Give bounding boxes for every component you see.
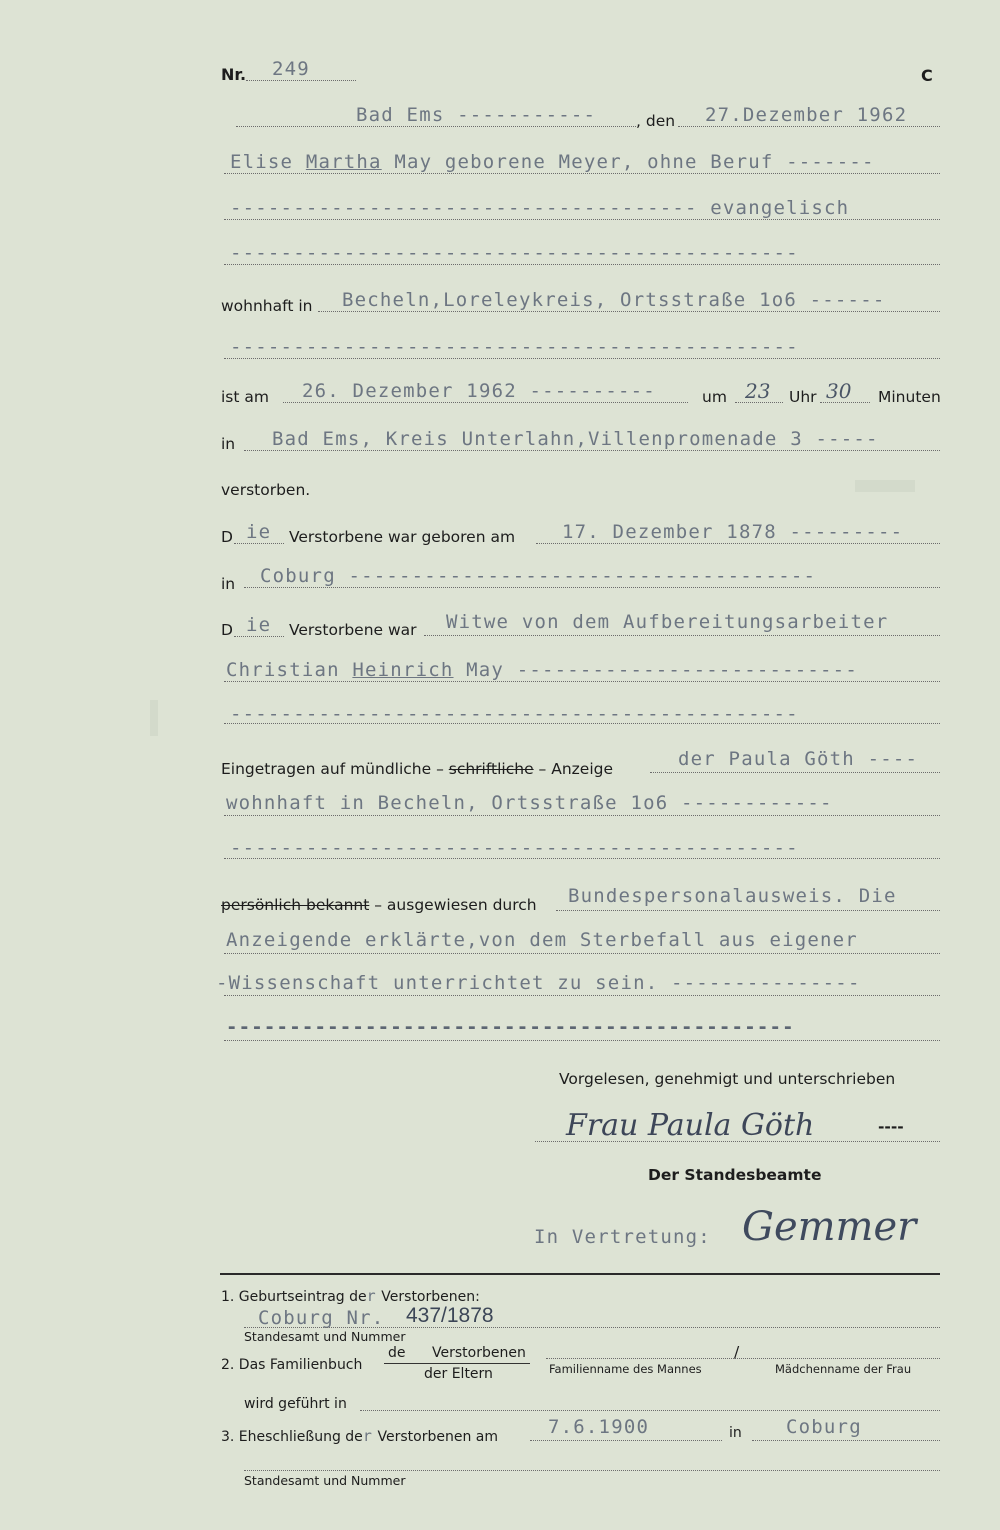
minutes-dotted-line (820, 402, 870, 403)
birth-date: 17. Dezember 1878 --------- (562, 521, 904, 543)
birth-label: Verstorbene war geboren am (289, 528, 516, 546)
identification-label: persönlich bekannt – ausgewiesen durch (221, 896, 537, 914)
marital-status: Witwe von dem Aufbereitungsarbeiter (446, 611, 889, 633)
registration-filler-line: --------------------------------------------- (230, 837, 799, 859)
identification-dotted-line-1 (556, 910, 940, 911)
person-dotted-line-1 (224, 173, 940, 174)
residence-dotted-line (318, 311, 940, 312)
birth-date-dotted-line (536, 543, 940, 544)
marriage-place: Coburg (786, 1416, 862, 1438)
footer-item-3-label: 3. Eheschließung der Verstorbenen am (221, 1427, 498, 1445)
marriage-place-dotted-line (752, 1440, 940, 1441)
person-dotted-line-3 (224, 264, 940, 265)
registration-dotted-line-2 (224, 815, 940, 816)
struck-option: schriftliche (448, 760, 534, 778)
residence-filler-line: --------------------------------------------- (230, 336, 799, 358)
marital-d-label: D (221, 621, 233, 639)
signature-dashes: ---- (878, 1118, 904, 1136)
verstorben-label: verstorben. (221, 481, 311, 499)
birth-entry-number: 437/1878 (406, 1304, 494, 1327)
marital-dotted-line-3 (224, 723, 940, 724)
registry-place: Bad Ems ----------- (356, 104, 597, 126)
death-date: 26. Dezember 1962 ---------- (302, 380, 656, 402)
footer-divider (220, 1273, 940, 1275)
bleed-through-shadow (150, 700, 158, 736)
family-book-deceased: Verstorbenen (432, 1345, 526, 1361)
birth-place-label: in (221, 575, 236, 593)
declaration-filler-line: --------------------------------------------- (226, 1016, 795, 1038)
um-label: um (702, 388, 727, 406)
den-label: , den (636, 112, 676, 130)
read-approved-label: Vorgelesen, genehmigt und unterschrieben (559, 1070, 896, 1088)
person-filler-line: --------------------------------------------- (230, 242, 799, 264)
declaration-line-2: -Wissenschaft unterrichtet zu sein. --------------- (216, 972, 861, 994)
registry-date: 27.Dezember 1962 (705, 104, 908, 126)
minuten-label: Minuten (878, 388, 941, 406)
nr-dotted-line (246, 80, 356, 81)
signature-dotted-line (535, 1141, 940, 1142)
residence-label: wohnhaft in (221, 297, 313, 315)
footer-item-2-label: 2. Das Familienbuch (221, 1357, 363, 1373)
informant-residence: wohnhaft in Becheln, Ortsstraße 1o6 ------------ (226, 792, 833, 814)
marital-d-fill: ie (246, 614, 272, 636)
residence-value: Becheln,Loreleykreis, Ortsstraße 1o6 ------ (342, 289, 886, 311)
informant-signature: Frau Paula Göth (566, 1108, 815, 1143)
hour-dotted-line (735, 402, 783, 403)
deputy-label: In Vertretung: (534, 1226, 711, 1248)
birth-entry-caption: Standesamt und Nummer (244, 1329, 406, 1344)
registrar-signature: Gemmer (742, 1204, 917, 1250)
registrar-label: Der Standesbeamte (648, 1166, 822, 1184)
registration-label: Eingetragen auf mündliche – schriftliche – Anzeige (221, 760, 614, 778)
husband-surname-caption: Familienname des Mannes (549, 1362, 702, 1376)
marriage-date: 7.6.1900 (548, 1416, 650, 1438)
death-date-label: ist am (221, 388, 269, 406)
identification-document: Bundespersonalausweis. Die (568, 885, 897, 907)
birth-d-fill: ie (246, 521, 272, 543)
birth-entry-dotted-line (244, 1327, 940, 1328)
declaration-line-1: Anzeigende erklärte,von dem Sterbefall aus eigener (226, 929, 858, 951)
registration-dotted-line-1 (650, 772, 940, 773)
death-place-label: in (221, 435, 236, 453)
given-name-underlined: Martha (305, 151, 382, 173)
death-place: Bad Ems, Kreis Unterlahn,Villenpromenade 3 ----- (272, 428, 879, 450)
marriage-date-dotted-line (530, 1440, 722, 1441)
wife-maiden-name-caption: Mädchenname der Frau (775, 1362, 912, 1376)
death-hour: 23 (745, 379, 771, 403)
family-book-kept-dotted-line (360, 1410, 940, 1411)
date-dotted-line (678, 126, 940, 127)
death-date-dotted-line (283, 402, 688, 403)
family-book-fraction-line (384, 1363, 530, 1364)
spouse-given-name-underlined: Heinrich (352, 659, 454, 681)
marital-filler-line: --------------------------------------------- (230, 703, 799, 725)
identification-dotted-line-2 (224, 953, 940, 954)
family-book-slash: / (734, 1343, 740, 1361)
uhr-label: Uhr (789, 388, 817, 406)
family-book-kept-in-label: wird geführt in (244, 1396, 347, 1412)
marriage-registry-caption: Standesamt und Nummer (244, 1473, 406, 1488)
registration-dotted-line-3 (224, 858, 940, 859)
family-book-parents: der Eltern (424, 1366, 493, 1382)
place-dotted-line (236, 126, 636, 127)
identification-dotted-line-3 (224, 995, 940, 996)
death-minutes: 30 (826, 379, 852, 403)
birth-d-label: D (221, 528, 233, 546)
marital-d-dotted-line (234, 636, 284, 637)
deceased-name-line: Elise Martha May geborene Meyer, ohne Beruf ------- (230, 151, 875, 173)
bleed-through-shadow (855, 480, 915, 492)
spouse-name-line: Christian Heinrich May --------------------------- (226, 659, 858, 681)
family-book-dotted-line (546, 1358, 940, 1359)
marital-dotted-line-1 (424, 635, 940, 636)
struck-known-option: persönlich bekannt (221, 896, 370, 914)
marriage-registry-dotted-line (244, 1470, 940, 1471)
marital-label: Verstorbene war (289, 621, 417, 639)
nr-value: 249 (272, 58, 310, 80)
corner-letter: C (921, 66, 933, 85)
birth-entry-value: Coburg Nr. (258, 1307, 385, 1329)
informant-name: der Paula Göth ---- (678, 748, 919, 770)
birth-place-dotted-line (244, 587, 940, 588)
person-dotted-line-2 (224, 219, 940, 220)
residence-dotted-line-2 (224, 358, 940, 359)
nr-label: Nr. (221, 65, 247, 84)
marital-dotted-line-2 (224, 681, 940, 682)
death-place-dotted-line (244, 450, 940, 451)
deceased-religion-line: ------------------------------------- evangelisch (230, 197, 850, 219)
footer-item-1-label: 1. Geburtseintrag der Verstorbenen: (221, 1287, 480, 1305)
birth-d-dotted-line (234, 543, 284, 544)
birth-place: Coburg ------------------------------------- (260, 565, 817, 587)
identification-dotted-line-4 (224, 1040, 940, 1041)
marriage-in-label: in (729, 1425, 742, 1441)
family-book-de: de (388, 1345, 406, 1361)
